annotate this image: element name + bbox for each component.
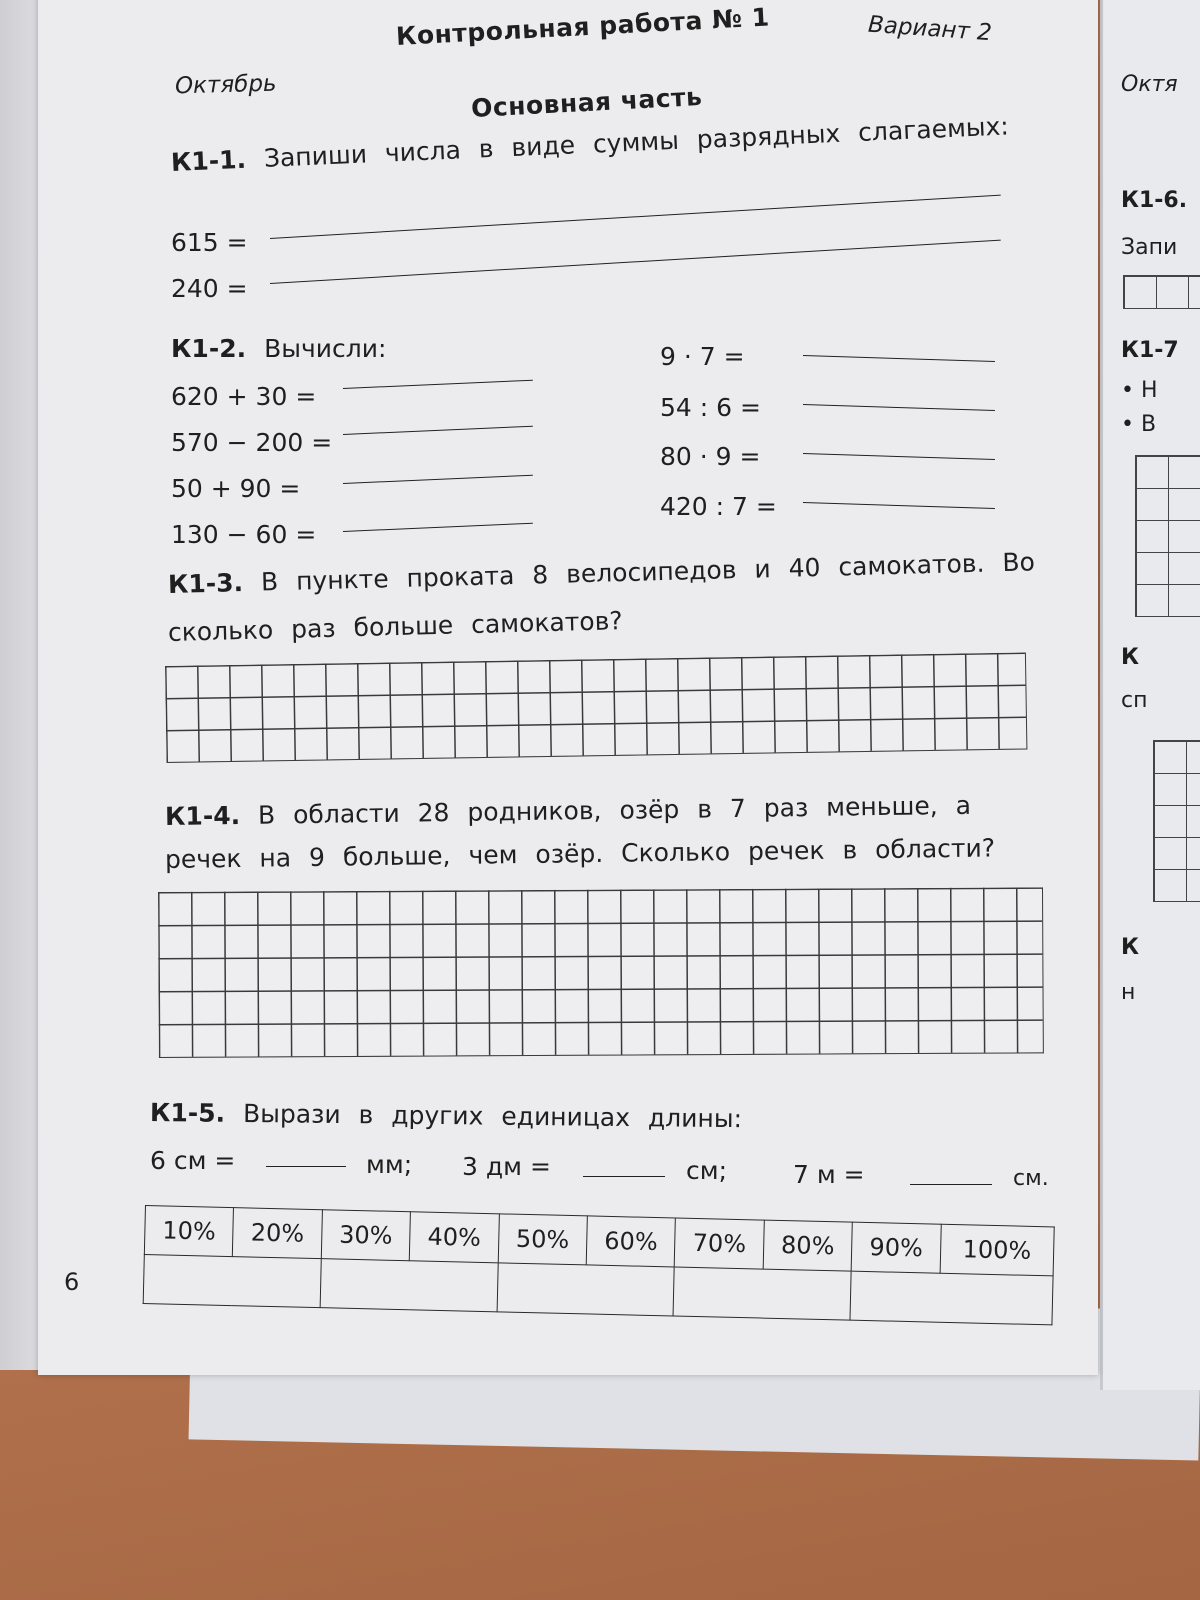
- percent-cell: 80%: [763, 1220, 853, 1271]
- task-1-text: Запиши числа в виде суммы разрядных слагаемых:: [263, 111, 1010, 173]
- answer-line[interactable]: [803, 502, 995, 509]
- mark-cell[interactable]: [850, 1271, 1053, 1325]
- length-unit-3: см.: [1013, 1166, 1049, 1191]
- answer-line[interactable]: [910, 1184, 992, 1185]
- adjacent-bullet-1: • Н: [1121, 378, 1158, 403]
- length-expression-1: 6 см =: [150, 1146, 236, 1175]
- task-3-text: В пункте проката 8 велосипедов и 40 самокатов. Во: [260, 547, 1036, 597]
- answer-line[interactable]: [343, 475, 533, 484]
- task-5: [150, 1098, 742, 1133]
- percent-cell: 30%: [321, 1210, 411, 1261]
- length-unit-1: мм;: [366, 1150, 413, 1179]
- task-3-label: К1-3.: [167, 568, 244, 599]
- task-1-item-2: 240 =: [171, 274, 248, 303]
- adjacent-task-k9-text: н: [1121, 980, 1136, 1005]
- task-1: [170, 111, 1009, 177]
- percent-cell: 100%: [940, 1224, 1054, 1276]
- task-4-text: В области 28 родников, озёр в 7 раз меньше, а: [257, 790, 972, 830]
- task-5-label: К1-5.: [149, 1098, 226, 1128]
- adjacent-grid-2: [1153, 740, 1200, 902]
- adjacent-task-k6: К1-6.: [1121, 188, 1188, 213]
- adjacent-task-k7: К1-7: [1121, 338, 1179, 363]
- answer-line[interactable]: [266, 1166, 346, 1167]
- expression: 130 − 60 =: [171, 520, 317, 549]
- adjacent-task-k8: К: [1121, 645, 1139, 670]
- task-3-line-2: сколько раз больше самокатов?: [167, 606, 623, 647]
- percent-cell: 20%: [233, 1208, 323, 1259]
- page-number: 6: [64, 1268, 80, 1296]
- task-4-label: К1-4.: [164, 800, 241, 831]
- adjacent-bullet-2: • В: [1121, 412, 1157, 437]
- task-3-line-1: [168, 547, 1036, 599]
- length-expression-2: 3 дм =: [462, 1152, 551, 1181]
- length-unit-2: см;: [686, 1156, 728, 1185]
- adjacent-boxes: [1123, 275, 1200, 309]
- page-title: Контрольная работа № 1: [395, 2, 771, 51]
- answer-line[interactable]: [803, 453, 995, 460]
- progress-scale-table: [143, 1205, 1055, 1325]
- task-2-text: Вычисли:: [264, 334, 387, 363]
- expression: 80 · 9 =: [660, 442, 761, 471]
- answer-line[interactable]: [583, 1176, 665, 1177]
- percent-cell: 40%: [409, 1212, 499, 1263]
- adjacent-task-k9: К: [1121, 935, 1139, 960]
- adjacent-grid-1: [1135, 455, 1200, 617]
- answer-line[interactable]: [803, 355, 995, 362]
- section-title: Основная часть: [470, 81, 703, 124]
- length-expression-3: 7 м =: [793, 1160, 865, 1189]
- answer-grid[interactable]: [158, 887, 1044, 1058]
- task-4-line-2: речек на 9 больше, чем озёр. Сколько речек в области?: [164, 833, 996, 874]
- mark-cell[interactable]: [143, 1254, 321, 1307]
- task-2: [171, 334, 386, 363]
- variant-label: Вариант 2: [867, 11, 993, 47]
- mark-cell[interactable]: [673, 1267, 851, 1320]
- percent-cell: 60%: [586, 1216, 676, 1267]
- answer-line[interactable]: [343, 426, 533, 435]
- expression: 9 · 7 =: [660, 342, 745, 371]
- expression: 420 : 7 =: [660, 492, 777, 521]
- adjacent-task-k8-text: сп: [1121, 688, 1148, 713]
- percent-cell: 10%: [144, 1206, 234, 1257]
- task-1-label: К1-1.: [170, 144, 247, 177]
- answer-line[interactable]: [343, 523, 533, 532]
- percent-cell: 90%: [851, 1222, 941, 1273]
- answer-line[interactable]: [343, 380, 533, 389]
- percent-cell: 70%: [675, 1218, 765, 1269]
- task-4-line-1: [165, 791, 971, 831]
- month-label: Октябрь: [174, 70, 277, 100]
- expression: 54 : 6 =: [660, 393, 761, 422]
- expression: 620 + 30 =: [171, 382, 317, 411]
- answer-line[interactable]: [803, 404, 995, 411]
- mark-cell[interactable]: [497, 1263, 675, 1316]
- answer-line[interactable]: [270, 195, 1001, 239]
- mark-cell[interactable]: [320, 1259, 498, 1312]
- task-1-item-1: 615 =: [171, 228, 248, 257]
- answer-line[interactable]: [270, 240, 1001, 284]
- adjacent-task-text: Запи: [1121, 235, 1178, 260]
- task-5-text: Вырази в других единицах длины:: [242, 1098, 743, 1134]
- expression: 570 − 200 =: [171, 428, 333, 457]
- adjacent-month: Октя: [1121, 72, 1178, 97]
- expression: 50 + 90 =: [171, 474, 301, 503]
- percent-cell: 50%: [498, 1214, 588, 1265]
- task-2-label: К1-2.: [171, 334, 247, 363]
- answer-grid[interactable]: [165, 652, 1027, 763]
- adjacent-page: [1100, 0, 1200, 1390]
- worksheet-page: [38, 0, 1098, 1375]
